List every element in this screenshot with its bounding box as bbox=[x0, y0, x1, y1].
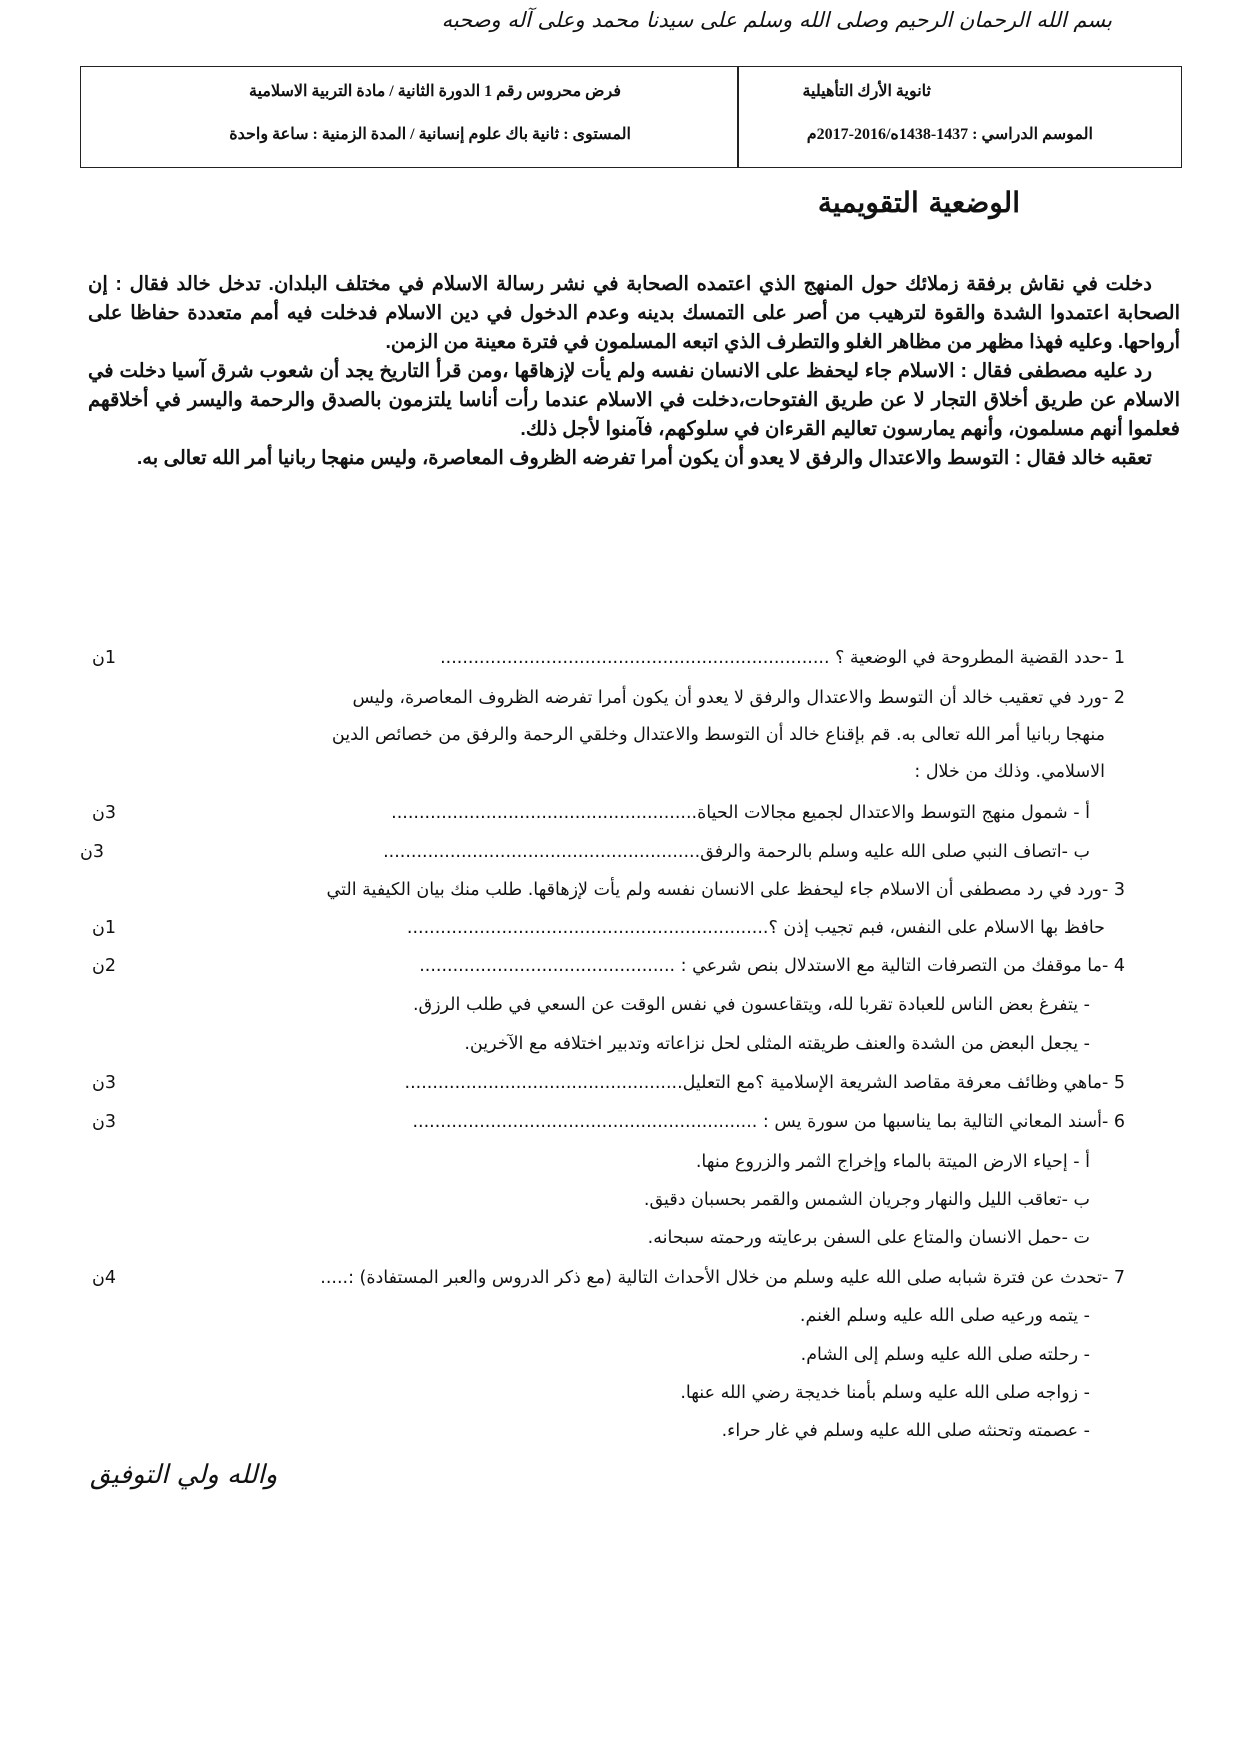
passage-paragraph: تعقبه خالد فقال : التوسط والاعتدال والرفق لا يعدو أن يكون أمرا تفرضه الظروف المعاصرة، وليس منهجا ربانيا أمر الله تعالى به. bbox=[136, 447, 1152, 469]
question-7-a: - يتمه ورعيه صلى الله عليه وسلم الغنم. bbox=[799, 1306, 1090, 1326]
question-2-a: أ - شمول منهج التوسط والاعتدال لجميع مجالات الحياة....................................................... bbox=[391, 803, 1090, 823]
question-6-c: ت -حمل الانسان والمتاع على السفن برعايته ورحمته سبحانه. bbox=[647, 1228, 1090, 1248]
page-title: الوضعية التقويمية bbox=[817, 186, 1020, 219]
header-box bbox=[80, 66, 1182, 168]
question-3-score: 1ن bbox=[92, 918, 116, 938]
question-2-line-1: 2 -ورد في تعقيب خالد أن التوسط والاعتدال والرفق لا يعدو أن يكون أمرا تفرضه الظروف المعاصرة، وليس bbox=[352, 688, 1125, 708]
question-7-c: - زواجه صلى الله عليه وسلم بأمنا خديجة رضي الله عنها. bbox=[680, 1383, 1090, 1403]
question-4-score: 2ن bbox=[92, 956, 116, 976]
passage-paragraph: دخلت في نقاش برفقة زملائك حول المنهج الذي اعتمده الصحابة في نشر رسالة الاسلام في مختلف البلدان. تدخل خالد فقال : إن الصحابة اعتمدوا الشدة والقوة لترهيب من أصر على التمسك بدينه وعدم الدخول في دين الاسلام فدخلت فيه أمم متعددة حفاظا على أرواحها. وعليه فهذا مظهر من مظاهر الغلو والتطرف الذي اتبعه المسلمون في فترة معينة من الزمن. bbox=[88, 273, 1180, 353]
situation-passage bbox=[88, 270, 1180, 473]
question-7-b: - رحلته صلى الله عليه وسلم إلى الشام. bbox=[800, 1345, 1090, 1365]
question-2-a-score: 3ن bbox=[92, 803, 116, 823]
school-name: ثانوية الأرك التأهيلية bbox=[802, 83, 931, 100]
question-7: 7 -تحدث عن فترة شبابه صلى الله عليه وسلم من خلال الأحداث التالية (مع ذكر الدروس والعبر المستفادة) :..... bbox=[320, 1268, 1125, 1288]
question-7-score: 4ن bbox=[92, 1268, 116, 1288]
question-6-a: أ - إحياء الارض الميتة بالماء وإخراج الثمر والزروع منها. bbox=[695, 1152, 1090, 1172]
exam-level: المستوى : ثانية باك علوم إنسانية / المدة الزمنية : ساعة واحدة bbox=[229, 126, 631, 143]
question-6-b: ب -تعاقب الليل والنهار وجريان الشمس والقمر بحسبان دقيق. bbox=[643, 1190, 1090, 1210]
question-5: 5 -ماهي وظائف معرفة مقاصد الشريعة الإسلامية ؟مع التعليل.................................................. bbox=[404, 1073, 1125, 1093]
basmala-header: بسم الله الرحمان الرحيم وصلى الله وسلم على سيدنا محمد وعلى آله وصحبه bbox=[441, 8, 1112, 32]
question-3-line-2: حافظ بها الاسلام على النفس، فبم تجيب إذن ؟................................................................. bbox=[406, 918, 1105, 938]
school-season: الموسم الدراسي : 1437-1438ه/2016-2017م bbox=[806, 126, 1093, 143]
question-5-score: 3ن bbox=[92, 1073, 116, 1093]
question-4-b: - يجعل البعض من الشدة والعنف طريقته المثلى لحل نزاعاته وتدبير اختلافه مع الآخرين. bbox=[464, 1034, 1090, 1054]
question-4-a: - يتفرغ بعض الناس للعبادة تقربا لله، ويتقاعسون في نفس الوقت عن السعي في طلب الرزق. bbox=[412, 995, 1090, 1015]
header-divider bbox=[737, 67, 739, 167]
question-2-b-score: 3ن bbox=[80, 842, 104, 862]
exam-title: فرض محروس رقم 1 الدورة الثانية / مادة التربية الاسلامية bbox=[249, 83, 621, 100]
question-2-line-2: منهجا ربانيا أمر الله تعالى به. قم بإقناع خالد أن التوسط والاعتدال وخلقي الرحمة والرفق من خصائص الدين bbox=[331, 725, 1105, 745]
question-2-line-3: الاسلامي. وذلك من خلال : bbox=[914, 762, 1105, 782]
question-3-line-1: 3 -ورد في رد مصطفى أن الاسلام جاء ليحفظ على الانسان نفسه ولم يأت لإزهاقها. طلب منك بيان الكيفية التي bbox=[326, 880, 1125, 900]
question-2-b: ب -اتصاف النبي صلى الله عليه وسلم بالرحمة والرفق......................................................... bbox=[383, 842, 1090, 862]
question-7-d: - عصمته وتحنثه صلى الله عليه وسلم في غار حراء. bbox=[721, 1421, 1090, 1441]
question-6: 6 -أسند المعاني التالية بما يناسبها من سورة يس : .............................................................. bbox=[412, 1112, 1125, 1132]
question-1: 1 -حدد القضية المطروحة في الوضعية ؟ ...................................................................... bbox=[440, 648, 1125, 668]
question-6-score: 3ن bbox=[92, 1112, 116, 1132]
closing-phrase: والله ولي التوفيق bbox=[90, 1460, 278, 1490]
question-4: 4 -ما موقفك من التصرفات التالية مع الاستدلال بنص شرعي : .............................................. bbox=[419, 956, 1125, 976]
passage-paragraph: رد عليه مصطفى فقال : الاسلام جاء ليحفظ على الانسان نفسه ولم يأت لإزهاقها ،ومن قرأ التاريخ يجد أن شعوب شرق آسيا دخلت في الاسلام عن طريق أخلاق التجار لا عن طريق الفتوحات،دخلت في الاسلام عندما رأت أناسا يلتزمون بالصدق والرحمة واليسر في أخلاقهم فعلموا أنهم مسلمون، وأنهم يمارسون تعاليم القرءان في سلوكهم، فآمنوا لأجل ذلك. bbox=[88, 360, 1180, 440]
question-1-score: 1ن bbox=[92, 648, 116, 668]
